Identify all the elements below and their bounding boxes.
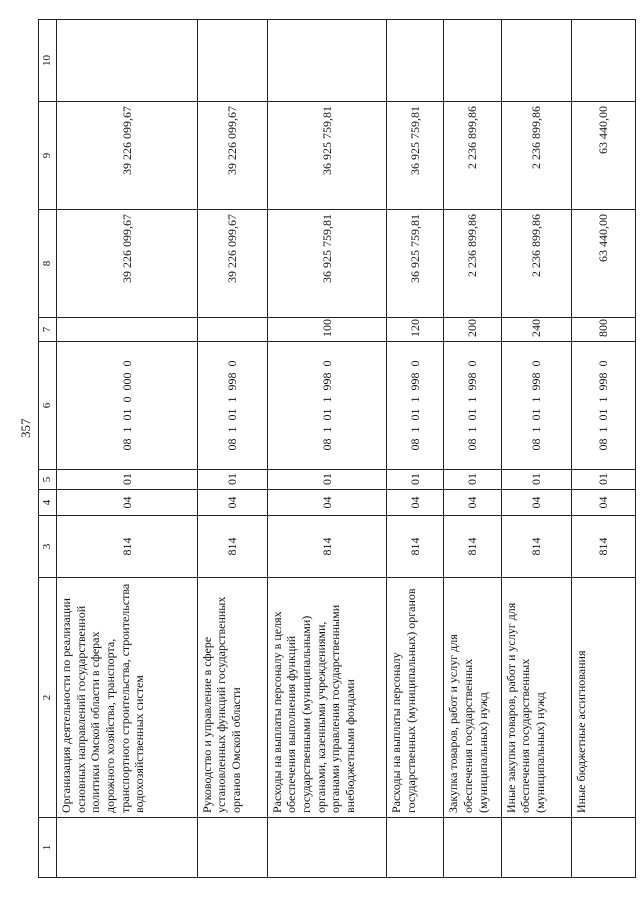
budget-table xyxy=(38,19,636,878)
table-row xyxy=(57,20,197,878)
cell-col1 xyxy=(501,818,571,878)
col-number-10: 10 xyxy=(39,20,57,102)
cell-col1 xyxy=(386,818,443,878)
cell-ministry: 814 xyxy=(197,516,267,578)
table-row xyxy=(572,20,636,878)
table-row xyxy=(197,20,267,878)
cell-section: 04 xyxy=(501,490,571,516)
col-number-4: 4 xyxy=(39,490,57,516)
cell-amount-8: 36 925 759,81 xyxy=(386,210,443,318)
cell-expense-type: 200 xyxy=(444,318,501,342)
cell-col10 xyxy=(444,20,501,102)
table-row xyxy=(501,20,571,878)
cell-amount-9: 63 440,00 xyxy=(572,102,636,210)
cell-section: 04 xyxy=(386,490,443,516)
cell-ministry: 814 xyxy=(444,516,501,578)
cell-col10 xyxy=(386,20,443,102)
col-number-3: 3 xyxy=(39,516,57,578)
cell-section: 04 xyxy=(57,490,197,516)
cell-amount-9: 39 226 099,67 xyxy=(57,102,197,210)
cell-target-code: 08 1 01 1 998 0 xyxy=(444,342,501,470)
col-number-1: 1 xyxy=(39,818,57,878)
cell-section: 04 xyxy=(444,490,501,516)
cell-amount-9: 36 925 759,81 xyxy=(386,102,443,210)
cell-expense-type: 800 xyxy=(572,318,636,342)
table-row xyxy=(386,20,443,878)
cell-expense-type: 100 xyxy=(267,318,386,342)
cell-subsection: 01 xyxy=(501,470,571,490)
col-number-9: 9 xyxy=(39,102,57,210)
cell-subsection: 01 xyxy=(386,470,443,490)
cell-target-code: 08 1 01 0 000 0 xyxy=(57,342,197,470)
cell-col10 xyxy=(572,20,636,102)
cell-amount-8: 2 236 899,86 xyxy=(501,210,571,318)
cell-name: Расходы на выплаты персоналу государственных (муниципальных) органов xyxy=(386,578,443,818)
cell-expense-type xyxy=(197,318,267,342)
cell-col10 xyxy=(501,20,571,102)
cell-section: 04 xyxy=(267,490,386,516)
cell-col10 xyxy=(197,20,267,102)
cell-col10 xyxy=(267,20,386,102)
cell-col1 xyxy=(267,818,386,878)
cell-name: Закупка товаров, работ и услуг для обеспечения государственных (муниципальных) нужд xyxy=(444,578,501,818)
col-number-2: 2 xyxy=(39,578,57,818)
cell-name: Иные закупки товаров, работ и услуг для обеспечения государственных (муниципальных) нужд xyxy=(501,578,571,818)
cell-subsection: 01 xyxy=(572,470,636,490)
cell-col1 xyxy=(57,818,197,878)
table-row xyxy=(444,20,501,878)
cell-target-code: 08 1 01 1 998 0 xyxy=(267,342,386,470)
cell-section: 04 xyxy=(197,490,267,516)
cell-target-code: 08 1 01 1 998 0 xyxy=(197,342,267,470)
cell-ministry: 814 xyxy=(501,516,571,578)
cell-ministry: 814 xyxy=(57,516,197,578)
cell-expense-type: 240 xyxy=(501,318,571,342)
cell-subsection: 01 xyxy=(267,470,386,490)
cell-target-code: 08 1 01 1 998 0 xyxy=(501,342,571,470)
cell-name: Руководство и управление в сфере установленных функций государственных органов Омской области xyxy=(197,578,267,818)
cell-amount-8: 36 925 759,81 xyxy=(267,210,386,318)
col-number-5: 5 xyxy=(39,470,57,490)
cell-section: 04 xyxy=(572,490,636,516)
cell-name: Расходы на выплаты персоналу в целях обеспечения выполнения функций государственными (муниципальными) органами, казенными учреждениями, органами управления государственными внебюджетными фондами xyxy=(267,578,386,818)
cell-name: Организация деятельности по реализации основных направлений государственной политики Омской области в сферах дорожного хозяйства, транспорта, транспортного строительства, строительства водохозяйственных систем xyxy=(57,578,197,818)
cell-col1 xyxy=(572,818,636,878)
cell-expense-type: 120 xyxy=(386,318,443,342)
page-number: 357 xyxy=(18,418,33,438)
cell-subsection: 01 xyxy=(444,470,501,490)
cell-amount-9: 36 925 759,81 xyxy=(267,102,386,210)
column-number-row xyxy=(39,20,57,878)
cell-amount-8: 39 226 099,67 xyxy=(197,210,267,318)
col-number-6: 6 xyxy=(39,342,57,470)
cell-col1 xyxy=(197,818,267,878)
cell-amount-9: 39 226 099,67 xyxy=(197,102,267,210)
cell-ministry: 814 xyxy=(386,516,443,578)
col-number-7: 7 xyxy=(39,318,57,342)
cell-ministry: 814 xyxy=(267,516,386,578)
cell-ministry: 814 xyxy=(572,516,636,578)
cell-amount-9: 2 236 899,86 xyxy=(444,102,501,210)
col-number-8: 8 xyxy=(39,210,57,318)
cell-amount-9: 2 236 899,86 xyxy=(501,102,571,210)
cell-amount-8: 63 440,00 xyxy=(572,210,636,318)
cell-subsection: 01 xyxy=(197,470,267,490)
cell-amount-8: 2 236 899,86 xyxy=(444,210,501,318)
cell-col10 xyxy=(57,20,197,102)
budget-table-rotated xyxy=(38,20,636,878)
cell-target-code: 08 1 01 1 998 0 xyxy=(386,342,443,470)
cell-target-code: 08 1 01 1 998 0 xyxy=(572,342,636,470)
cell-col1 xyxy=(444,818,501,878)
table-row xyxy=(267,20,386,878)
cell-subsection: 01 xyxy=(57,470,197,490)
cell-expense-type xyxy=(57,318,197,342)
cell-name: Иные бюджетные ассигнования xyxy=(572,578,636,818)
cell-amount-8: 39 226 099,67 xyxy=(57,210,197,318)
